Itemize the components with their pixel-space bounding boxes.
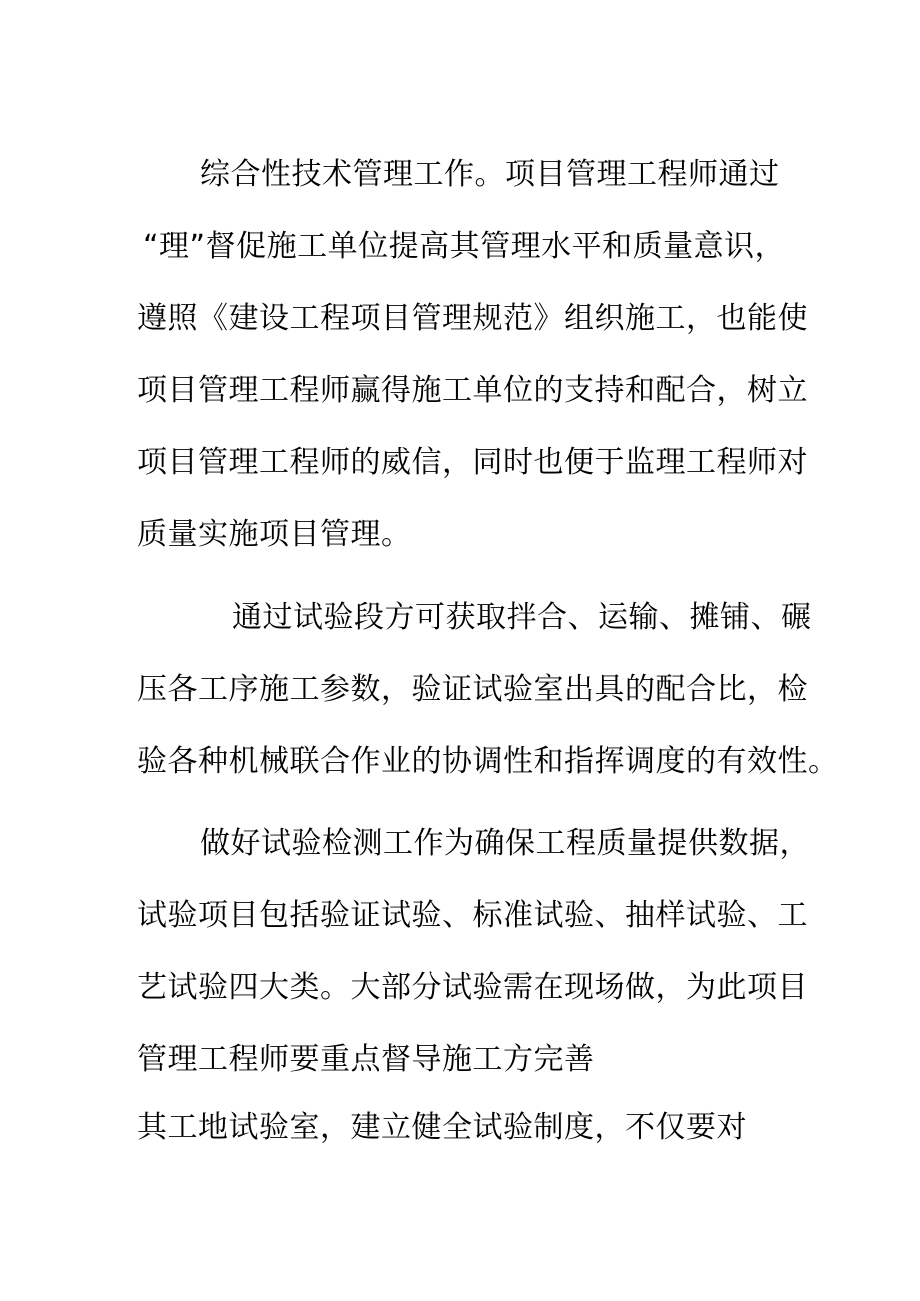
paragraph-line: 通过试验段方可获取拌合、运输、摊铺、碾 bbox=[232, 600, 812, 635]
paragraph-line: 项目管理工程师赢得施工单位的支持和配合，树立 bbox=[137, 373, 808, 408]
paragraph-line: 艺试验四大类。大部分试验需在现场做，为此项目 bbox=[137, 970, 808, 1005]
paragraph-line: 管理工程师要重点督导施工方完善 bbox=[137, 1042, 595, 1077]
paragraph-line: 遵照《建设工程项目管理规范》组织施工，也能使 bbox=[137, 301, 808, 336]
paragraph-line: 其工地试验室，建立健全试验制度，不仅要对 bbox=[137, 1110, 747, 1145]
paragraph-line: 质量实施项目管理。 bbox=[137, 517, 412, 552]
paragraph-line: “理”督促施工单位提高其管理水平和质量意识， bbox=[143, 229, 786, 264]
paragraph-line: 压各工序施工参数，验证试验室出具的配合比，检 bbox=[137, 672, 808, 707]
paragraph-line: 试验项目包括验证试验、标准试验、抽样试验、工 bbox=[137, 898, 808, 933]
paragraph-line: 做好试验检测工作为确保工程质量提供数据， bbox=[200, 826, 810, 861]
paragraph-line: 验各种机械联合作业的协调性和指挥调度的有效性。 bbox=[137, 744, 839, 779]
paragraph-line: 项目管理工程师的威信，同时也便于监理工程师对 bbox=[137, 445, 808, 480]
paragraph-line: 综合性技术管理工作。项目管理工程师通过 bbox=[200, 157, 780, 192]
